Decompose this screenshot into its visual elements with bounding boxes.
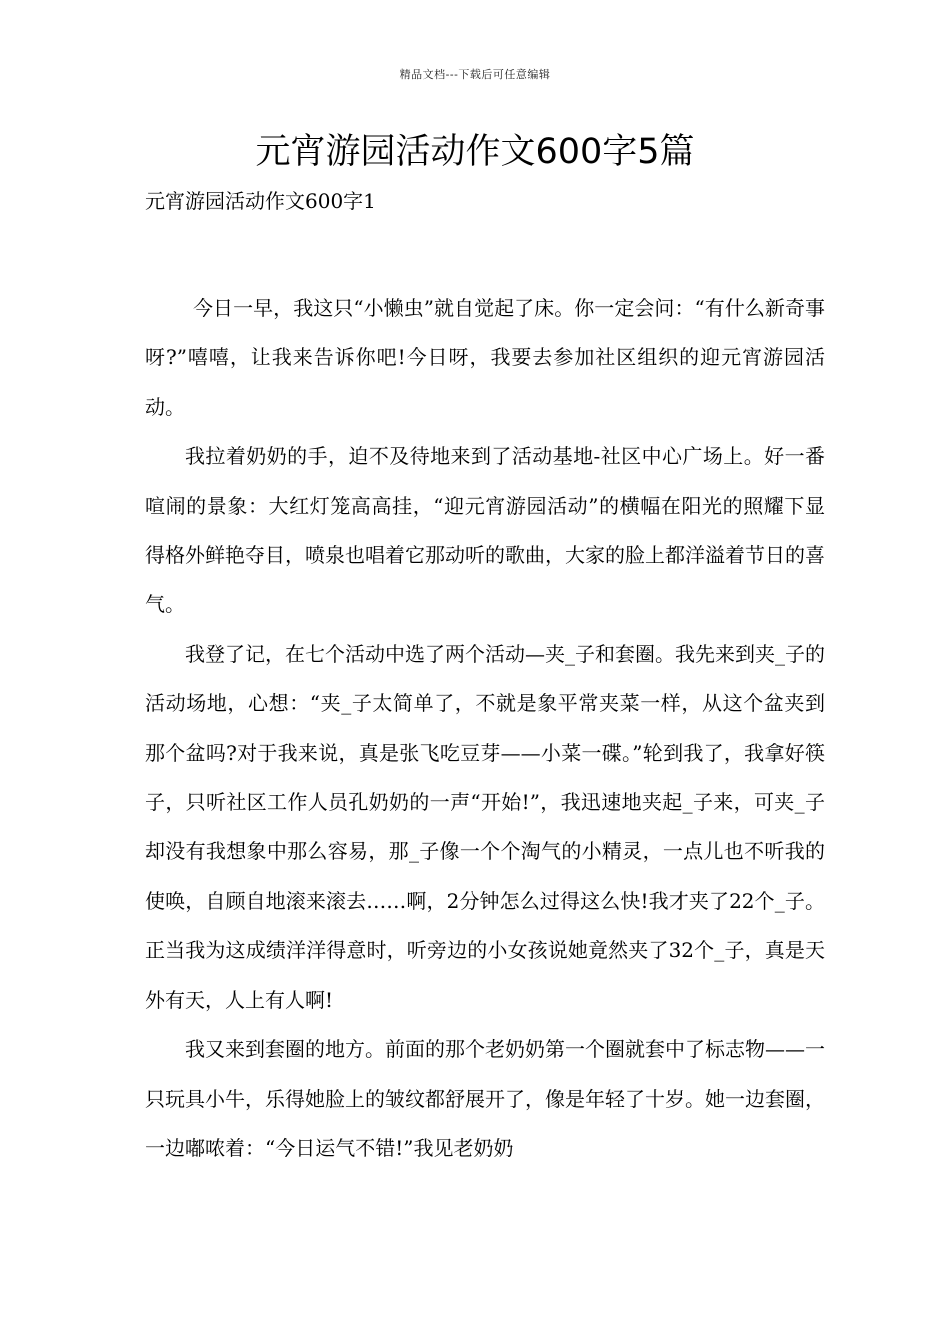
paragraph-4: 我又来到套圈的地方。前面的那个老奶奶第一个圈就套中了标志物——一只玩具小牛，乐得她脸上的皱纹都舒展开了，像是年轻了十岁。她一边套圈，一边嘟哝着：“今日运气不错!”我见老奶奶: [145, 1037, 825, 1160]
header-note: 精品文档---下载后可任意编辑: [399, 68, 551, 81]
paragraph-3: 我登了记，在七个活动中选了两个活动—夹_子和套圈。我先来到夹_子的活动场地，心想：“夹_子太简单了，不就是象平常夹菜一样，从这个盆夹到那个盆吗?对于我来说，真是张飞吃豆芽——小菜一碟。”轮到我了，我拿好筷子，只听社区工作人员孔奶奶的一声“开始!”，我迅速地夹起_子来，可夹_子却没有我想象中那么容易，那_子像一个个淘气的小精灵，一点儿也不听我的使唤，自顾自地滚来滚去……啊，2分钟怎么过得这么快!我才夹了22个_子。正当我为这成绩洋洋得意时，听旁边的小女孩说她竟然夹了32个_子，真是天外有天，人上有人啊!: [145, 641, 825, 1012]
document-subtitle: 元宵游园活动作文600字1: [145, 189, 376, 213]
document-title: 元宵游园活动作文600字5篇: [255, 132, 695, 172]
paragraph-1: 今日一早，我这只“小懒虫”就自觉起了床。你一定会问：“有什么新奇事呀?”嘻嘻，让我来告诉你吧!今日呀，我要去参加社区组织的迎元宵游园活动。: [145, 296, 825, 419]
article-body: [145, 284, 825, 1173]
paragraph-2: 我拉着奶奶的手，迫不及待地来到了活动基地-社区中心广场上。好一番喧闹的景象：大红灯笼高高挂，“迎元宵游园活动”的横幅在阳光的照耀下显得格外鲜艳夺目，喷泉也唱着它那动听的歌曲，大家的脸上都洋溢着节日的喜气。: [145, 444, 825, 617]
